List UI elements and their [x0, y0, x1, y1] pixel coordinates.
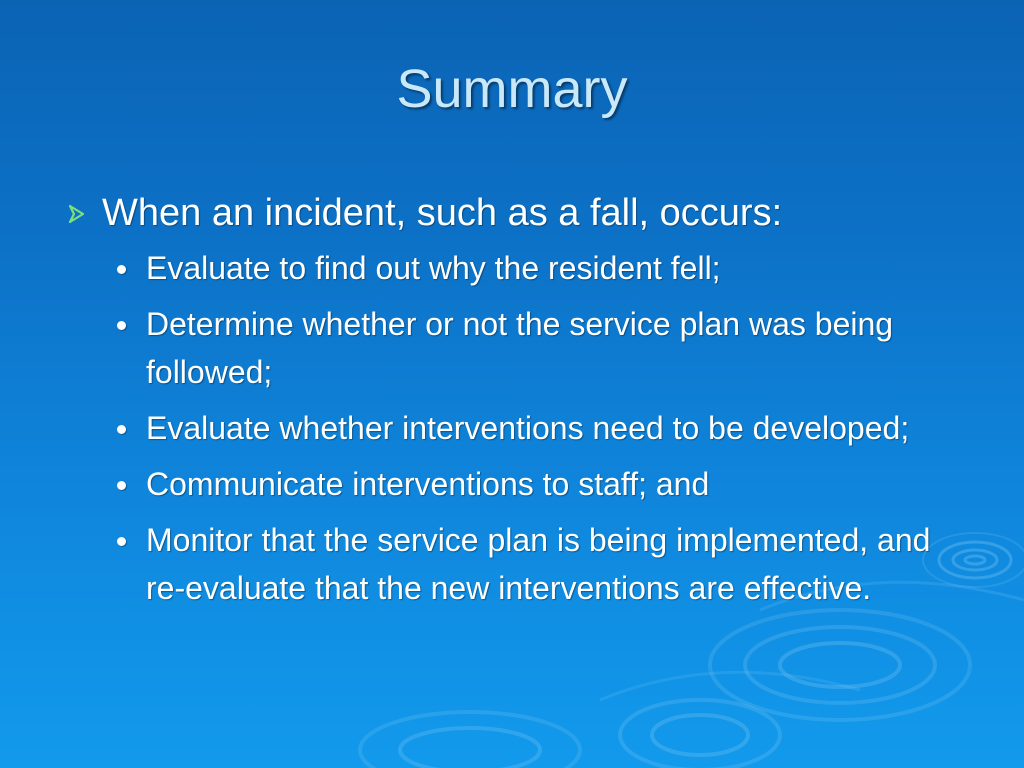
round-dot-icon — [117, 537, 126, 546]
sub-bullet-item — [62, 404, 952, 452]
sub-bullet-text: Evaluate to find out why the resident fell; — [146, 250, 721, 286]
round-dot-icon — [117, 265, 126, 274]
sub-bullet-text: Monitor that the service plan is being implemented, and re-evaluate that the new interventions are effective. — [146, 522, 931, 606]
sub-bullet-item — [62, 460, 952, 508]
sub-bullet-text: Communicate interventions to staff; and — [146, 466, 710, 502]
round-dot-icon — [117, 321, 126, 330]
sub-bullet-text: Evaluate whether interventions need to be developed; — [146, 410, 910, 446]
main-bullet — [62, 190, 952, 236]
sub-bullet-list — [62, 244, 952, 612]
sub-bullet-item — [62, 516, 952, 612]
slide-content — [62, 190, 952, 620]
round-dot-icon — [117, 425, 126, 434]
round-dot-icon — [117, 481, 126, 490]
sub-bullet-item — [62, 300, 952, 396]
sub-bullet-item — [62, 244, 952, 292]
slide-title: Summary — [396, 59, 628, 119]
arrow-bullet-icon — [66, 203, 88, 225]
main-bullet-text: When an incident, such as a fall, occurs: — [102, 192, 783, 234]
sub-bullet-text: Determine whether or not the service plan was being followed; — [146, 306, 894, 390]
